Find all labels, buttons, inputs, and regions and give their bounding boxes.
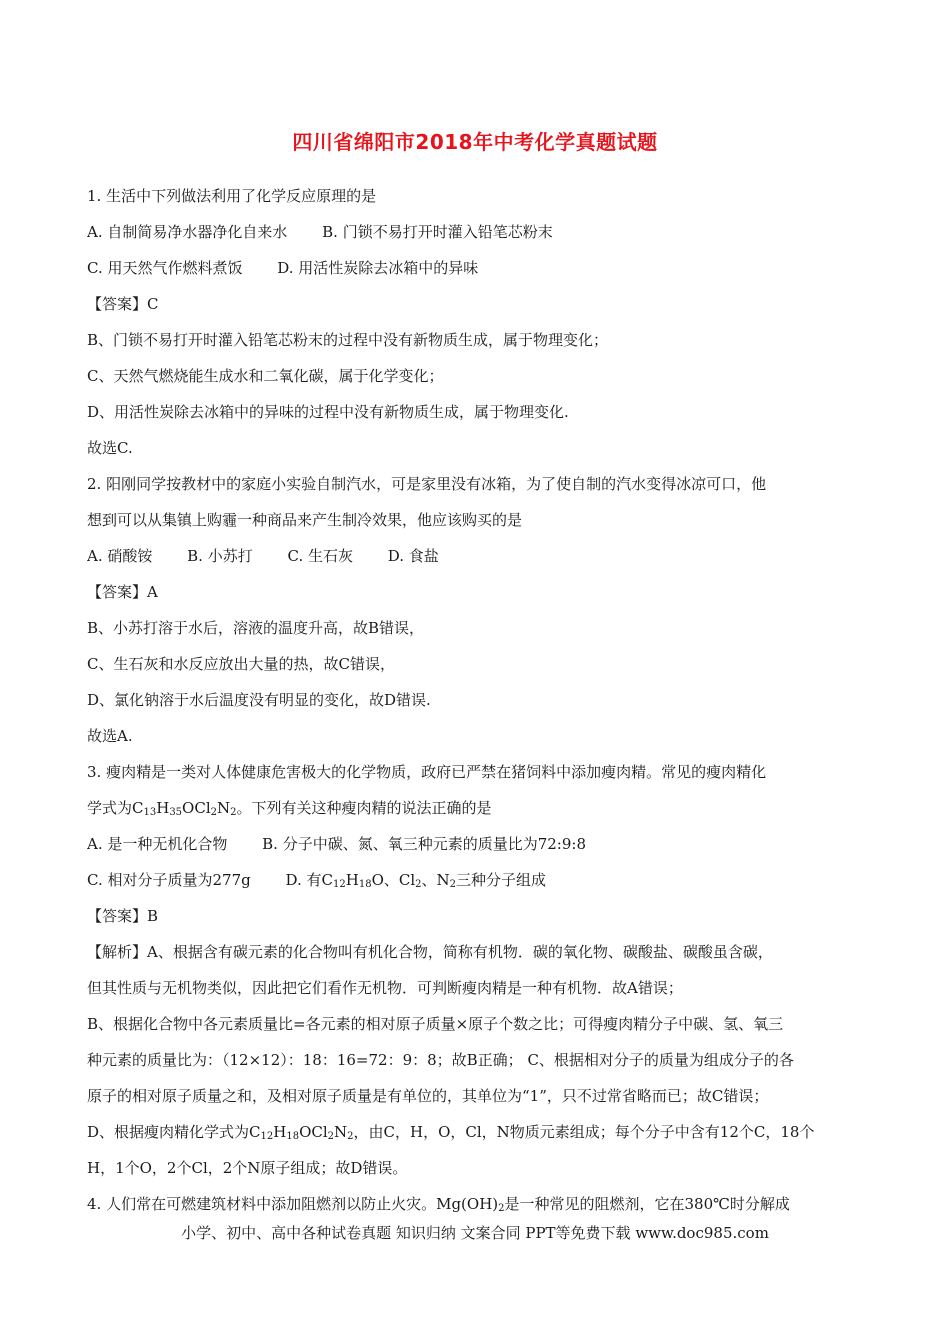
q3-analysis-line-7: H，1个O，2个Cl，2个N原子组成；故D错误。 bbox=[87, 1159, 408, 1177]
q4-stem-text: 4. 人们常在可燃建筑材料中添加阻燃剂以防止火灾。Mg(OH) bbox=[87, 1195, 499, 1213]
q2-stem-line-1: 2. 阳刚同学按教材中的家庭小实验自制汽水，可是家里没有冰箱，为了使自制的汽水变得冰凉可口，他 bbox=[87, 475, 767, 493]
q3-stem-text: 。下列有关这种瘦肉精的说法正确的是 bbox=[236, 799, 492, 817]
subscript: 13 bbox=[143, 807, 157, 818]
q3-option-a: A. 是一种无机化合物 bbox=[87, 835, 228, 853]
subscript: 12 bbox=[333, 879, 346, 890]
subscript: 18 bbox=[358, 879, 372, 890]
q2-explanation-b: B、小苏打溶于水后，溶液的温度升高，故B错误， bbox=[87, 619, 425, 637]
formula-part: 、N bbox=[421, 871, 450, 889]
formula-part: O、Cl bbox=[371, 871, 416, 889]
q1-option-c: C. 用天然气作燃料煮饭 bbox=[87, 259, 243, 277]
subscript: 2 bbox=[415, 879, 422, 890]
q3-analysis-line-3: B、根据化合物中各元素质量比=各元素的相对原子质量×原子个数之比；可得瘦肉精分子中碳、氢、氧三 bbox=[87, 1015, 784, 1033]
q3-stem-text: 学式为C bbox=[87, 799, 144, 817]
q2-option-a: A. 硝酸铵 bbox=[87, 547, 153, 565]
q3-option-c: C. 相对分子质量为277g bbox=[87, 871, 251, 889]
q1-options-row-2 bbox=[87, 250, 867, 286]
q1-stem: 1. 生活中下列做法利用了化学反应原理的是 bbox=[87, 187, 377, 205]
page-title: 四川省绵阳市2018年中考化学真题试题 bbox=[292, 130, 658, 154]
q3-option-d bbox=[286, 862, 547, 898]
q1-explanation-c: C、天然气燃烧能生成水和二氧化碳，属于化学变化； bbox=[87, 367, 444, 385]
q3-analysis-line-6 bbox=[87, 1114, 867, 1150]
q3-options-row-1 bbox=[87, 826, 867, 862]
formula-part: OCl bbox=[299, 1123, 328, 1141]
q1-options-row-1 bbox=[87, 214, 867, 250]
q1-option-b: B. 门锁不易打开时灌入铅笔芯粉末 bbox=[322, 223, 553, 241]
page-footer: 小学、初中、高中各种试卷真题 知识归纳 文案合同 PPT等免费下载 www.doc985.com bbox=[181, 1224, 769, 1242]
subscript: 18 bbox=[286, 1131, 300, 1142]
formula-part: H bbox=[156, 799, 170, 817]
subscript: 2 bbox=[210, 807, 217, 818]
q2-explanation-d: D、氯化钠溶于水后温度没有明显的变化，故D错误. bbox=[87, 691, 431, 709]
q1-answer: 【答案】C bbox=[87, 295, 159, 313]
subscript: 2 bbox=[449, 879, 457, 890]
q2-answer: 【答案】A bbox=[87, 583, 158, 601]
q3-analysis-line-1: 【解析】A、根据含有碳元素的化合物叫有机化合物，简称有机物．碳的氧化物、碳酸盐、碳酸虽含碳， bbox=[87, 943, 773, 961]
formula-part: H bbox=[273, 1123, 287, 1141]
q2-stem-line-2: 想到可以从集镇上购霾一种商品来产生制冷效果，他应该购买的是 bbox=[87, 511, 523, 529]
q3-analysis-line-5: 原子的相对原子质量之和，及相对原子质量是有单位的，其单位为“1”，只不过常省略而已；故C错误； bbox=[87, 1087, 769, 1105]
subscript: 12 bbox=[260, 1131, 274, 1142]
analysis-text: D、根据瘦肉精化学式为C bbox=[87, 1123, 261, 1141]
q4-stem bbox=[87, 1186, 867, 1222]
subscript: 35 bbox=[169, 807, 183, 818]
q3-stem-line-2 bbox=[87, 790, 867, 826]
analysis-text: ，由C，H，O，Cl，N物质元素组成；每个分子中含有12个C，18个 bbox=[353, 1123, 815, 1141]
subscript: 2 bbox=[230, 807, 237, 818]
formula-part: N bbox=[217, 799, 231, 817]
option-text: D. 有C bbox=[285, 871, 334, 889]
subscript: 2 bbox=[498, 1203, 505, 1214]
q3-answer: 【答案】B bbox=[87, 907, 159, 925]
q3-stem-line-1: 3. 瘦肉精是一类对人体健康危害极大的化学物质，政府已严禁在猪饲料中添加瘦肉精。常见的瘦肉精化 bbox=[87, 763, 767, 781]
q3-analysis-line-2: 但其性质与无机物类似，因此把它们看作无机物．可判断瘦肉精是一种有机物．故A错误； bbox=[87, 979, 683, 997]
q2-option-b: B. 小苏打 bbox=[187, 547, 253, 565]
q1-explanation-b: B、门锁不易打开时灌入铅笔芯粉末的过程中没有新物质生成，属于物理变化； bbox=[87, 331, 609, 349]
q2-conclusion: 故选A. bbox=[87, 727, 133, 745]
q1-option-a: A. 自制简易净水器净化自来水 bbox=[87, 223, 288, 241]
formula-part: N bbox=[334, 1123, 348, 1141]
formula-part: OCl bbox=[182, 799, 211, 817]
q3-analysis-line-4: 种元素的质量比为：（12×12）：18：16=72：9：8；故B正确； C、根据相对分子的质量为组成分子的各 bbox=[87, 1051, 794, 1069]
q1-conclusion: 故选C. bbox=[87, 439, 133, 457]
q3-options-row-2 bbox=[87, 862, 867, 898]
option-text: 三种分子组成 bbox=[456, 871, 547, 889]
q4-stem-text: 是一种常见的阻燃剂，它在380℃时分解成 bbox=[504, 1195, 790, 1213]
document-body bbox=[87, 178, 867, 1222]
subscript: 2 bbox=[347, 1131, 354, 1142]
q2-explanation-c: C、生石灰和水反应放出大量的热，故C错误， bbox=[87, 655, 395, 673]
q1-option-d: D. 用活性炭除去冰箱中的异味 bbox=[277, 259, 479, 277]
formula-part: H bbox=[345, 871, 359, 889]
q1-explanation-d: D、用活性炭除去冰箱中的异味的过程中没有新物质生成，属于物理变化. bbox=[87, 403, 569, 421]
subscript: 2 bbox=[327, 1131, 335, 1142]
q2-option-d: D. 食盐 bbox=[387, 547, 439, 565]
q2-option-c: C. 生石灰 bbox=[287, 547, 353, 565]
q3-option-b: B. 分子中碳、氮、氧三种元素的质量比为72:9:8 bbox=[262, 835, 586, 853]
q2-options-row bbox=[87, 538, 867, 574]
